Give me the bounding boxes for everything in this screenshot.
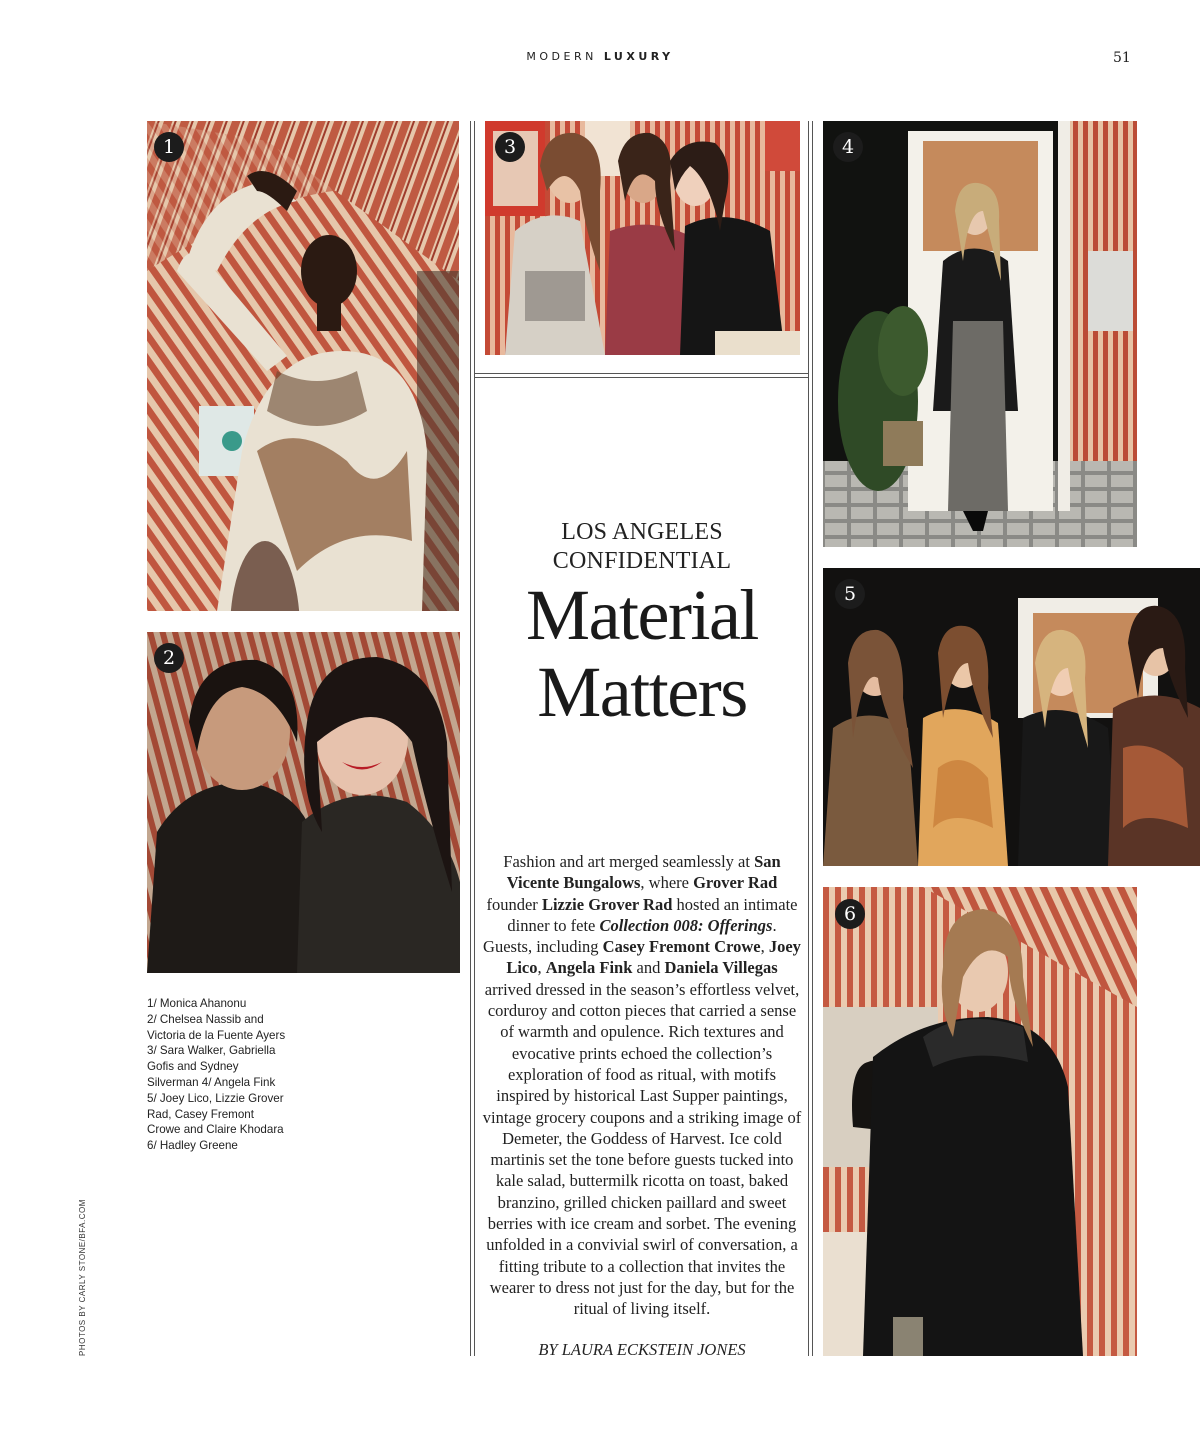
body-segment: hosted an intimate dinner to fete	[507, 894, 798, 935]
kicker-line-1: LOS ANGELES	[561, 519, 723, 545]
body-segment: and	[632, 958, 665, 978]
masthead-light: MODERN	[526, 50, 604, 63]
caption-line: 6/ Hadley Greene	[147, 1139, 238, 1153]
body-segment: Casey Fremont Crowe	[602, 937, 761, 957]
caption-line: 2/ Chelsea Nassib and	[147, 1012, 264, 1026]
caption-line: 1/ Monica Ahanonu	[147, 997, 247, 1010]
photo-badge-6: 6	[835, 899, 865, 929]
center-rule-right-outer	[812, 121, 813, 1356]
body-segment: ,	[760, 937, 769, 957]
article-body	[481, 851, 803, 1320]
photo-1	[147, 121, 459, 611]
center-rule-left-inner	[474, 121, 475, 1356]
body-segment: Angela Fink	[545, 958, 633, 978]
center-rule-top-1	[474, 373, 809, 374]
center-rule-top-2	[474, 377, 809, 378]
center-rule-right-inner	[808, 121, 809, 1356]
photo-2	[147, 632, 460, 973]
body-segment: Collection 008: Offerings	[599, 915, 773, 935]
photo-badge-4: 4	[833, 132, 863, 162]
photo-badge-5: 5	[835, 579, 865, 609]
caption-line: Crowe and Claire Khodara	[147, 1123, 284, 1137]
caption-line: Victoria de la Fuente Ayers	[147, 1028, 286, 1042]
caption-line: Silverman 4/ Angela Fink	[147, 1075, 276, 1089]
masthead-bold: LUXURY	[603, 50, 674, 63]
body-segment: . Guests, including	[483, 915, 777, 957]
body-segment: Fashion and art merged seamlessly at	[503, 852, 755, 871]
caption-line: 5/ Joey Lico, Lizzie Grover	[147, 1091, 284, 1105]
caption-line: 3/ Sara Walker, Gabriella	[147, 1044, 276, 1058]
body-segment: , where	[640, 873, 694, 893]
photo-4	[823, 121, 1137, 547]
body-segment: ,	[537, 958, 546, 978]
kicker	[474, 518, 810, 576]
caption-line: Rad, Casey Fremont	[147, 1107, 254, 1121]
body-segment: Joey Lico	[506, 937, 801, 978]
photo-badge-1: 1	[154, 132, 184, 162]
photo-5	[823, 568, 1200, 866]
caption-line: Gofis and Sydney	[147, 1060, 239, 1074]
photo-6	[823, 887, 1137, 1356]
page-number: 51	[1113, 50, 1131, 66]
byline: BY LAURA ECKSTEIN JONES	[538, 1340, 746, 1359]
headline	[474, 577, 810, 731]
body-segment: Daniela Villegas	[664, 958, 778, 978]
body-segment: arrived dressed in the season’s effortless velvet, corduroy and cotton pieces that carried a sense of warmth and opulence. Rich textures and evocative prints echoed the collection’s exploration of food as ritual, with motifs inspired by historical Last Supper paintings, vintage grocery coupons and a striking image of Demeter, the Goddess of Harvest. Ice cold martinis set the tone before guests tucked into kale salad, buttermilk ricotta on toast, baked branzino, grilled chicken paillard and sweet berries with ice cream and sorbet. The evening unfolded in a convivial swirl of conversation, a fitting tribute to a collection that invites the wearer to dress not just for the day, but for the ritual of living itself.	[482, 979, 802, 1319]
headline-line-1: Material	[526, 575, 758, 655]
body-segment: Lizzie Grover Rad	[541, 894, 673, 914]
headline-line-2: Matters	[537, 652, 747, 732]
photo-badge-2: 2	[154, 643, 184, 673]
body-segment: founder	[486, 894, 542, 914]
body-segment: San Vicente Bungalows	[506, 852, 781, 893]
photo-captions	[147, 996, 317, 1154]
body-segment: Grover Rad	[693, 873, 778, 893]
photo-3	[485, 121, 800, 355]
masthead	[0, 50, 1200, 63]
photo-credit: PHOTOS BY CARLY STONE/BFA.COM	[78, 1199, 87, 1356]
kicker-line-2: CONFIDENTIAL	[552, 548, 732, 574]
photo-badge-3: 3	[495, 132, 525, 162]
center-rule-left-outer	[470, 121, 471, 1356]
